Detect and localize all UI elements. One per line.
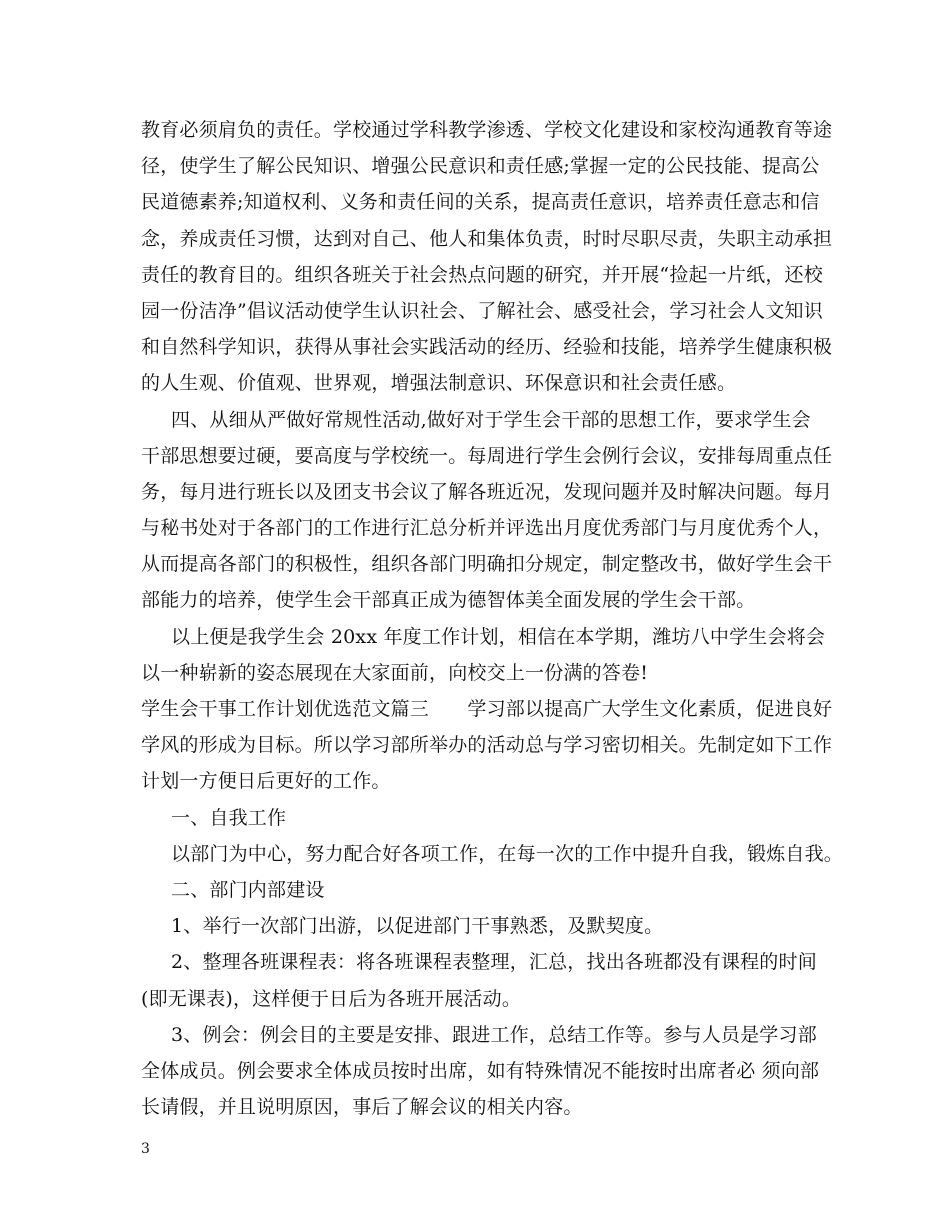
text-line: 从而提高各部门的积极性，组织各部门明确扣分规定，制定整改书，做好学生会干 [141,553,833,576]
text-line: 以上便是我学生会 20xx 年度工作计划，相信在本学期，潍坊八中学生会将会 [171,625,826,648]
text-line: (即无课表)，这样便于日后为各班开展活动。 [141,987,522,1010]
text-line: 务，每月进行班长以及团支书会议了解各班近况，发现问题并及时解决问题。每月 [141,480,833,503]
section-heading: 二、部门内部建设 [171,878,325,901]
list-item: 2、整理各班课程表：将各班课程表整理，汇总，找出各班都没有课程的时间 [171,951,817,974]
text-line: 学风的形成为目标。所以学习部所举办的活动总与学习密切相关。先制定如下工作 [141,734,833,757]
text-line: 长请假，并且说明原因，事后了解会议的相关内容。 [141,1096,583,1119]
text-line: 部能力的培养，使学生会干部真正成为德智体美全面发展的学生会干部。 [141,589,756,612]
text-line: 四、从细从严做好常规性活动,做好对于学生会干部的思想工作，要求学生会 [171,408,811,431]
text-line: 与秘书处对于各部门的工作进行汇总分析并评选出月度优秀部门与月度优秀个人， [141,517,833,540]
section-heading: 一、自我工作 [171,806,287,829]
text-line: 全体成员。例会要求全体成员按时出席，如有特殊情况不能按时出席者必 须向部 [141,1059,820,1082]
text-line: 的人生观、价值观、世界观，增强法制意识、环保意识和社会责任感。 [141,372,737,395]
list-item: 3、例会：例会目的主要是安排、跟进工作，总结工作等。参与人员是学习部 [171,1023,817,1046]
text-line: 教育必须肩负的责任。学校通过学科教学渗透、学校文化建设和家校沟通教育等途 [141,119,833,141]
text-line: 以部门为中心，努力配合好各项工作，在每一次的工作中提升自我，锻炼自我。 [171,842,844,865]
list-item: 1、举行一次部门出游，以促进部门干事熟悉，及默契度。 [171,915,664,938]
page-number: 3 [141,1141,150,1157]
text-line: 民道德素养;知道权利、义务和责任间的关系，提高责任意识，培养责任意志和信 [141,191,820,214]
text-line: 计划一方便日后更好的工作。 [141,770,391,793]
text-line: 学生会干事工作计划优选范文篇三 学习部以提高广大学生文化素质，促进良好 [141,698,833,720]
text-line: 和自然科学知识，获得从事社会实践活动的经历、经验和技能，培养学生健康积极 [141,336,833,359]
text-line: 责任的教育目的。组织各班关于社会热点问题的研究，并开展“捡起一片纸，还校 [141,263,823,286]
text-line: 以一种崭新的姿态展现在大家面前，向校交上一份满的答卷! [141,661,649,684]
text-line: 干部思想要过硬，要高度与学校统一。每周进行学生会例行会议，安排每周重点任 [141,444,833,467]
body-text [141,112,844,1125]
text-line: 径，使学生了解公民知识、增强公民意识和责任感;掌握一定的公民技能、提高公 [141,155,820,178]
text-line: 念，养成责任习惯，达到对自己、他人和集体负责，时时尽职尽责，失职主动承担 [141,227,833,250]
text-line: 园一份洁净”倡议活动使学生认识社会、了解社会、感受社会，学习社会人文知识 [141,299,823,322]
